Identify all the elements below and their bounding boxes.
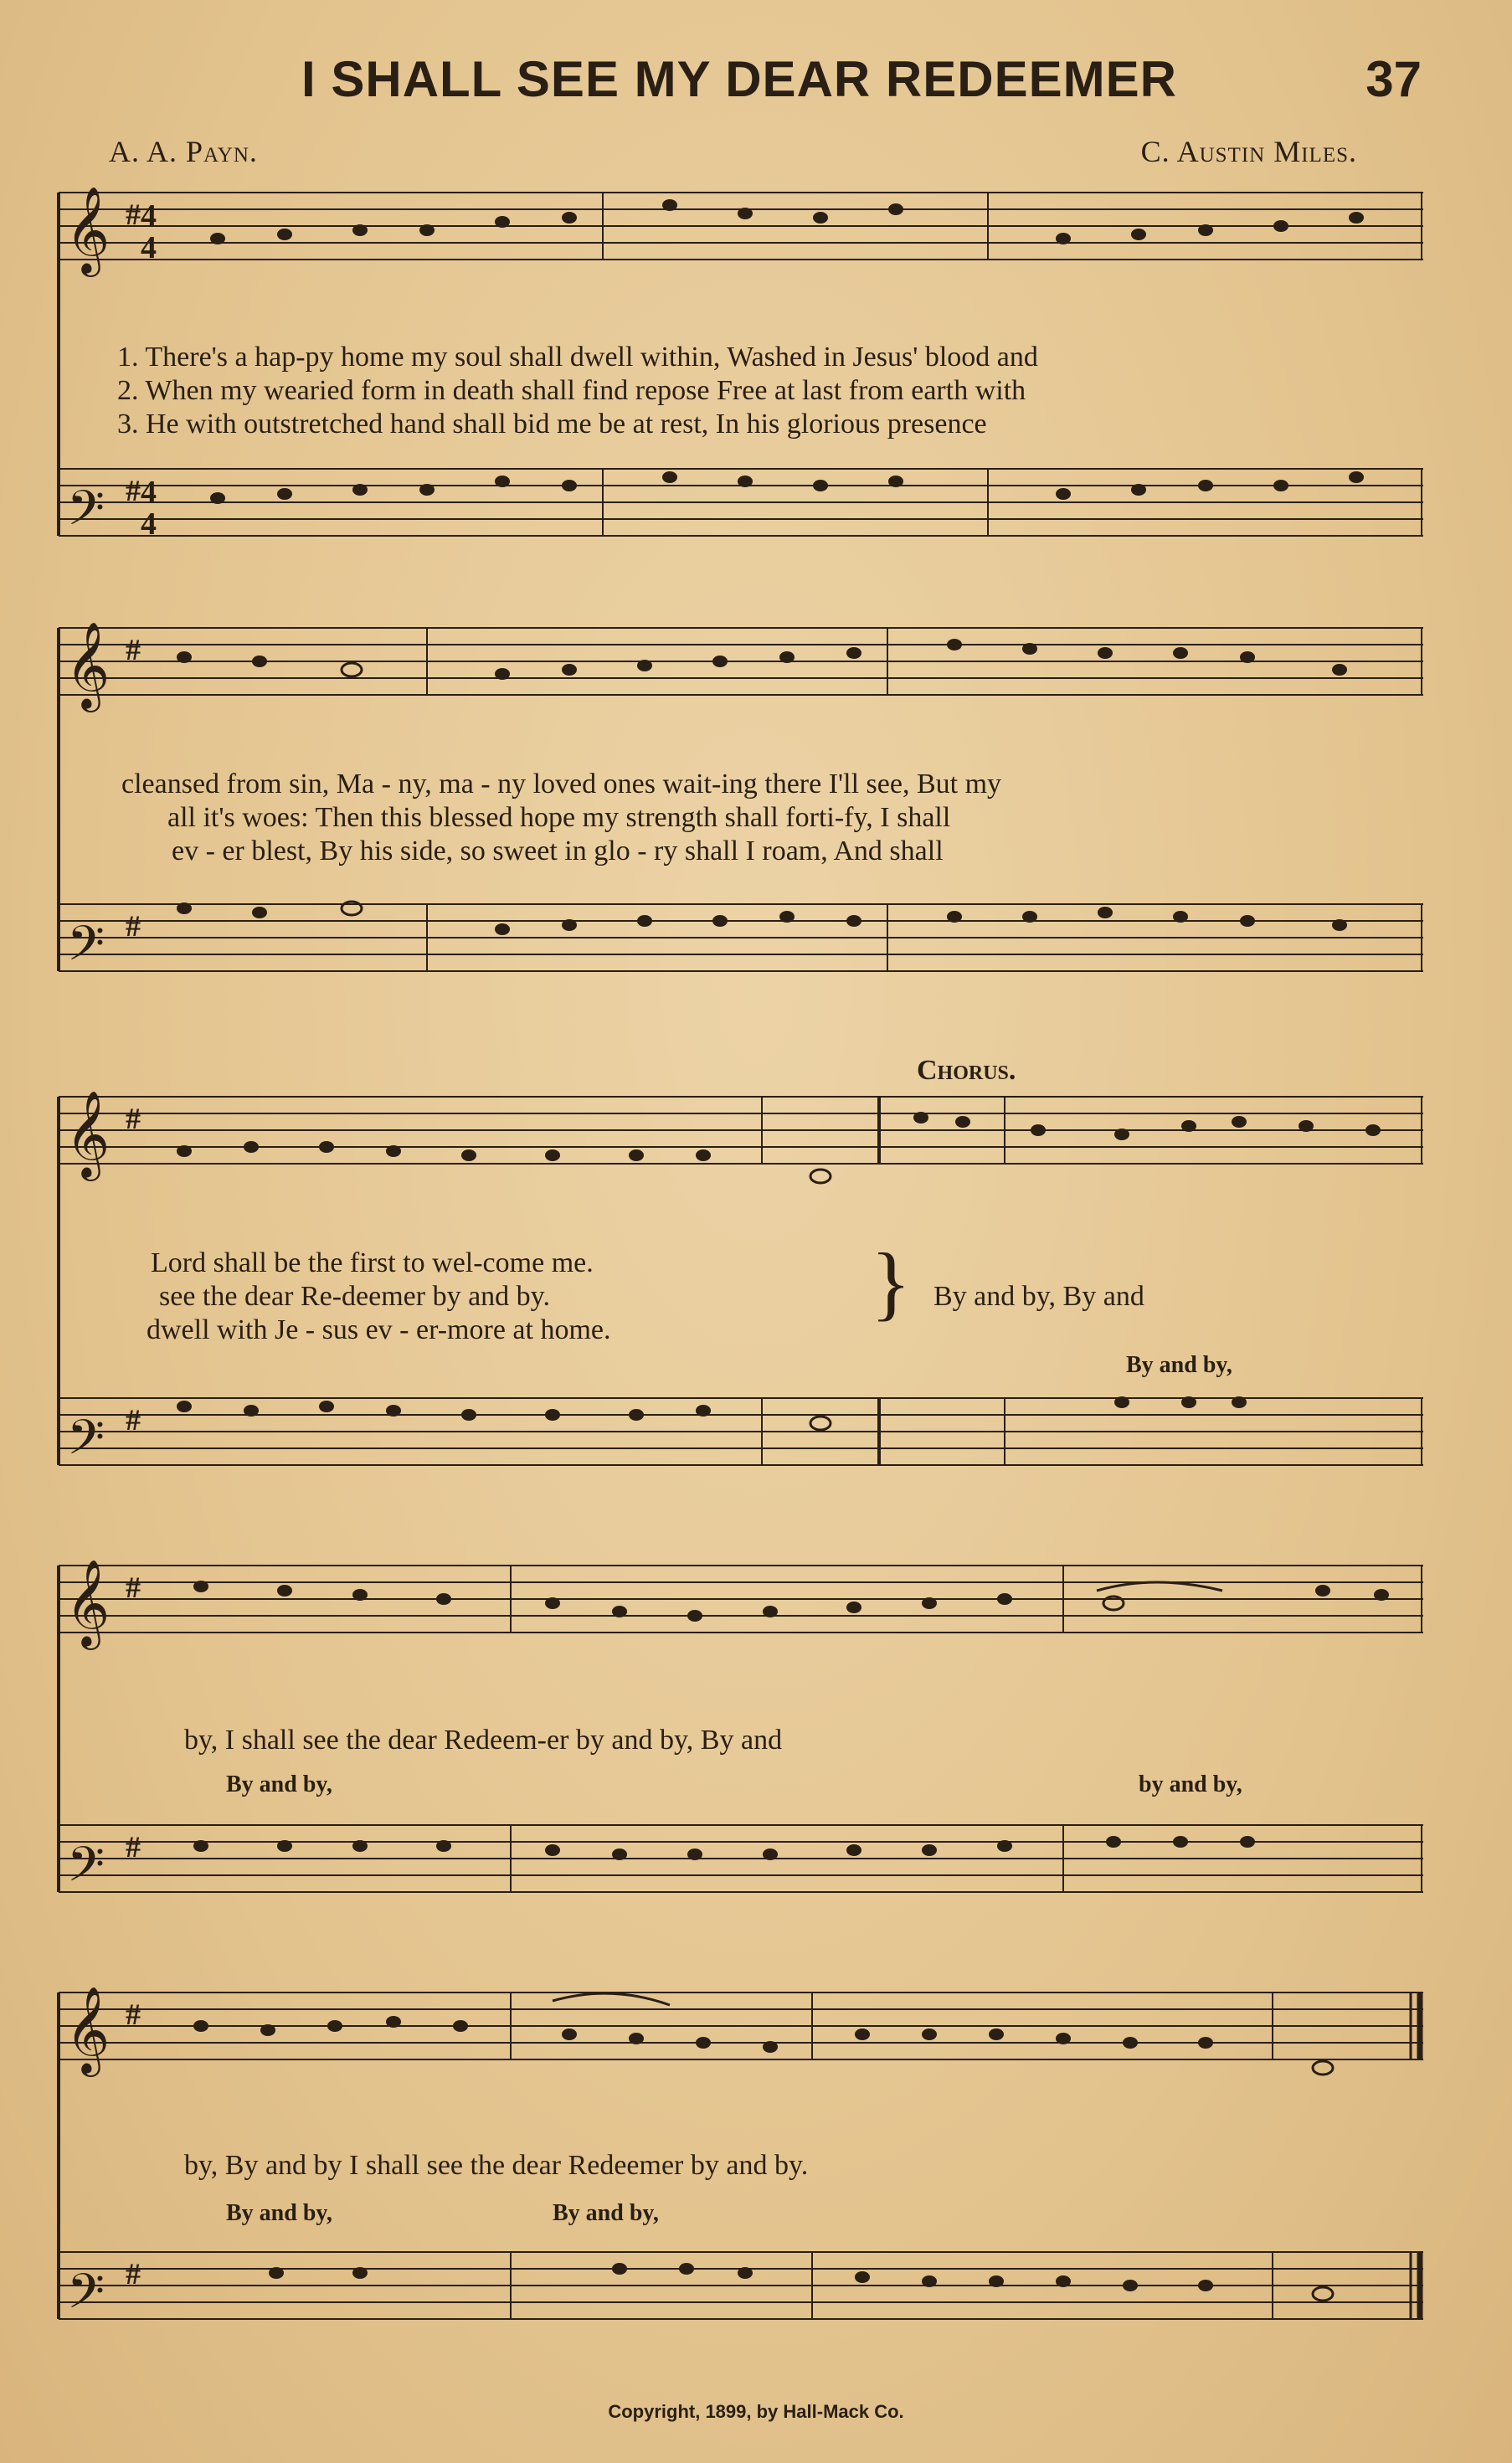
- svg-text:#: #: [126, 1998, 141, 2031]
- verse-line-1-stanza-3: 3. He with outstretched hand shall bid me be at rest, In his glorious presence: [117, 409, 987, 440]
- hymn-title: I SHALL SEE MY DEAR REDEEMER: [301, 51, 1177, 107]
- chorus-label: Chorus.: [917, 1055, 1016, 1086]
- music-system-4: [33, 1557, 1423, 1926]
- chorus-line-3-bass-marker-1: By and by,: [226, 2200, 332, 2226]
- svg-text:𝄢: 𝄢: [67, 480, 105, 548]
- verse-line-2-stanza-3: ev - er blest, By his side, so sweet in glo - ry shall I roam, And shall: [172, 836, 944, 866]
- chorus-line-3-bass-marker-2: By and by,: [553, 2200, 659, 2226]
- chorus-line-1-lyric: By and by, By and: [933, 1281, 1144, 1312]
- music-system-5: [33, 1984, 1423, 2369]
- svg-text:#: #: [126, 2257, 141, 2291]
- svg-text:𝄢: 𝄢: [67, 2263, 105, 2332]
- verse-line-3-stanza-2: see the dear Re-deemer by and by.: [159, 1281, 550, 1312]
- svg-text:𝄞: 𝄞: [65, 1986, 111, 2074]
- svg-text:#: #: [126, 1102, 141, 1135]
- svg-text:𝄢: 𝄢: [67, 1409, 105, 1478]
- svg-text:#: #: [126, 909, 141, 943]
- svg-text:𝄞: 𝄞: [65, 1559, 111, 1647]
- svg-text:𝄢: 𝄢: [67, 1836, 105, 1905]
- chorus-line-2-lyric: by, I shall see the dear Redeem-er by and by, By and: [184, 1725, 783, 1756]
- verse-line-3-stanza-3: dwell with Je - sus ev - er-more at home.: [147, 1314, 611, 1345]
- verse-line-2-stanza-2: all it's woes: Then this blessed hope my strength shall forti-fy, I shall: [167, 802, 951, 833]
- verse-line-3-stanza-1: Lord shall be the first to wel-come me.: [151, 1247, 594, 1278]
- svg-text:𝄢: 𝄢: [67, 915, 105, 984]
- svg-text:#: #: [126, 1830, 141, 1864]
- svg-text:#: #: [126, 633, 141, 666]
- page-number: 37: [1365, 51, 1422, 107]
- chorus-line-2-bass-marker-1: By and by,: [226, 1771, 332, 1797]
- verse-line-2-stanza-1: cleansed from sin, Ma - ny, ma - ny loved ones wait-ing there I'll see, But my: [121, 769, 1002, 800]
- svg-text:𝄞: 𝄞: [65, 186, 111, 274]
- svg-text:𝄞: 𝄞: [65, 1090, 111, 1178]
- svg-text:#: #: [126, 198, 141, 231]
- verse-line-1-stanza-2: 2. When my wearied form in death shall find repose Free at last from earth with: [117, 375, 1026, 406]
- composer-credit: C. Austin Miles.: [1140, 135, 1357, 168]
- copyright-notice: Copyright, 1899, by Hall-Mack Co.: [608, 2401, 904, 2422]
- chorus-line-1-bass-marker: By and by,: [1126, 1352, 1232, 1378]
- lyricist-credit: A. A. Payn.: [109, 135, 258, 168]
- svg-text:𝄞: 𝄞: [65, 621, 111, 709]
- music-system-3: [33, 1055, 1423, 1490]
- svg-text:4: 4: [141, 475, 157, 510]
- svg-text:4: 4: [141, 230, 157, 265]
- music-system-2: [33, 620, 1423, 1005]
- verse-brace: }: [871, 1236, 911, 1329]
- svg-text:4: 4: [141, 506, 157, 542]
- chorus-line-2-bass-marker-2: by and by,: [1139, 1771, 1242, 1797]
- chorus-line-3-lyric: by, By and by I shall see the dear Redeemer by and by.: [184, 2150, 809, 2181]
- verse-line-1-stanza-1: 1. There's a hap-py home my soul shall dwell within, Washed in Jesus' blood and: [117, 342, 1038, 373]
- svg-text:#: #: [126, 1403, 141, 1437]
- svg-text:#: #: [126, 474, 141, 507]
- svg-text:#: #: [126, 1571, 141, 1604]
- svg-text:4: 4: [141, 198, 157, 234]
- music-system-1: [33, 184, 1423, 569]
